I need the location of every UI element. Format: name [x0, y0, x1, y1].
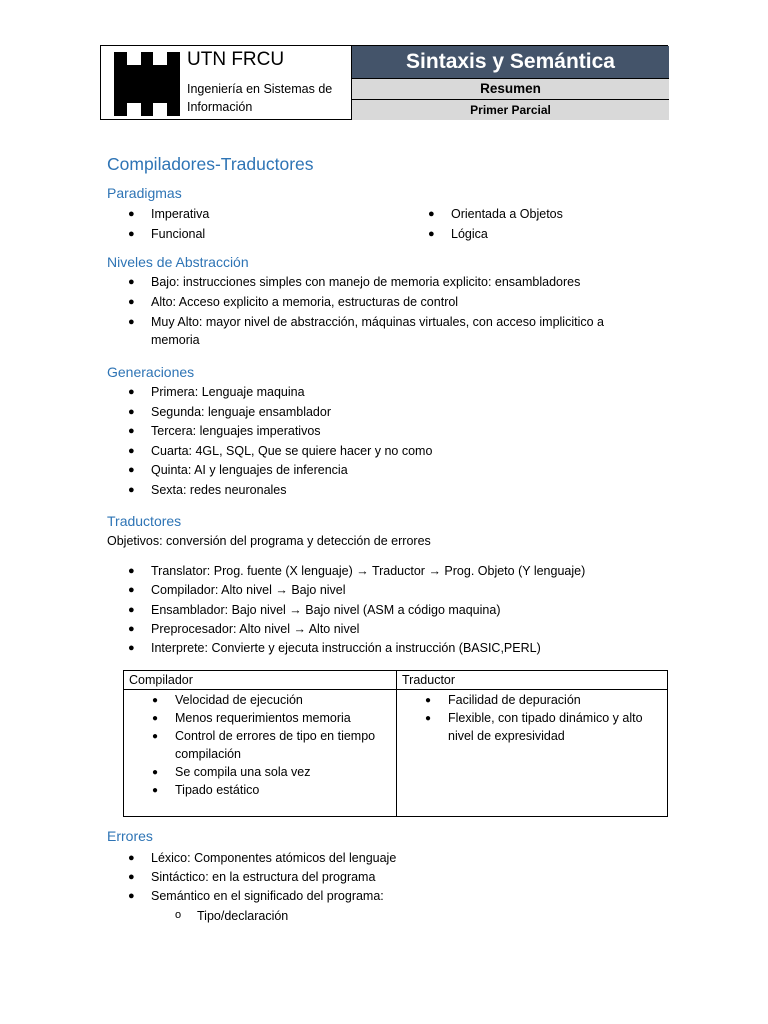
document-title: Compiladores-Traductores: [107, 154, 314, 174]
bullet-icon: ●: [152, 766, 159, 778]
bullet-icon: ●: [128, 484, 135, 496]
section-heading-niveles: Niveles de Abstracción: [107, 254, 249, 270]
list-item: Orientada a Objetos: [451, 207, 563, 221]
section-heading-errores: Errores: [107, 828, 153, 844]
list-item: Sintáctico: en la estructura del programa: [151, 870, 376, 884]
bullet-icon: ●: [128, 565, 135, 577]
bullet-icon: ●: [428, 208, 435, 220]
bullet-icon: ●: [128, 464, 135, 476]
bullet-icon: ●: [128, 604, 135, 616]
list-item: Tercera: lenguajes imperativos: [151, 424, 321, 438]
bullet-icon: ●: [425, 695, 432, 706]
bullet-icon: ●: [128, 386, 135, 398]
objetivos-text: Objetivos: conversión del programa y detección de errores: [107, 534, 431, 548]
bullet-icon: ●: [128, 623, 135, 635]
bullet-icon: ●: [152, 784, 159, 796]
sub-list-item: Tipo/declaración: [197, 909, 289, 923]
list-item: Alto: Acceso explicito a memoria, estructuras de control: [151, 295, 459, 309]
comparison-table: [123, 670, 668, 817]
list-item: Quinta: AI y lenguajes de inferencia: [151, 463, 348, 477]
section-heading-paradigmas: Paradigmas: [107, 185, 182, 201]
table-header-traductor: Traductor: [397, 671, 668, 690]
bullet-icon: ●: [128, 584, 135, 596]
table-list-item: [124, 782, 396, 800]
table-list-item: [124, 728, 396, 763]
bullet-icon: ●: [152, 713, 159, 724]
list-item: Compilador: Alto nivel → Bajo nivel: [151, 583, 346, 597]
list-item: Ensamblador: Bajo nivel → Bajo nivel (ASM a código maquina): [151, 603, 501, 617]
table-item-text: Menos requerimientos memoria: [175, 711, 351, 725]
table-cell-traductor: [397, 690, 668, 817]
table-list-item: [124, 710, 396, 728]
list-item: Translator: Prog. fuente (X lenguaje) → Traductor → Prog. Objeto (Y lenguaje): [151, 564, 586, 578]
institution-name: UTN FRCU: [187, 49, 285, 70]
table-list-item: [397, 692, 667, 710]
list-item: Funcional: [151, 227, 206, 241]
list-item: Lógica: [451, 227, 488, 241]
bullet-icon: ●: [128, 425, 135, 437]
bullet-icon: ●: [128, 228, 135, 240]
list-item: Léxico: Componentes atómicos del lenguaje: [151, 851, 397, 865]
list-item: Imperativa: [151, 207, 210, 221]
bullet-icon: ●: [128, 406, 135, 418]
exam-label: Primer Parcial: [352, 100, 669, 120]
section-heading-generaciones: Generaciones: [107, 364, 195, 380]
table-cell-compilador: [124, 690, 397, 817]
bullet-icon: ●: [152, 695, 159, 706]
header-right-block: [351, 46, 669, 120]
list-item: Sexta: redes neuronales: [151, 483, 287, 497]
department-name: Ingeniería en Sistemas de Información: [187, 82, 333, 114]
bullet-icon: ●: [128, 852, 135, 864]
sub-bullet-icon: o: [175, 909, 182, 921]
table-list-item: [124, 764, 396, 782]
list-item: Bajo: instrucciones simples con manejo de memoria explicito: ensambladores: [151, 275, 581, 289]
table-item-text: Facilidad de depuración: [448, 693, 581, 707]
list-item: Semántico en el significado del programa:: [151, 889, 384, 903]
list-item: Cuarta: 4GL, SQL, Que se quiere hacer y no como: [151, 444, 433, 458]
bullet-icon: ●: [128, 208, 135, 220]
table-item-text: Flexible, con tipado dinámico y alto nivel de expresividad: [448, 711, 643, 743]
list-item: Segunda: lenguaje ensamblador: [151, 405, 331, 419]
bullet-icon: ●: [425, 713, 432, 724]
table-item-text: Velocidad de ejecución: [175, 693, 303, 707]
list-item: Preprocesador: Alto nivel → Alto nivel: [151, 622, 360, 636]
document-header: [100, 45, 668, 120]
table-list-item: [124, 692, 396, 710]
table-item-text: Tipado estático: [175, 782, 260, 797]
bullet-icon: ●: [128, 296, 135, 308]
list-item: Muy Alto: mayor nivel de abstracción, máquinas virtuales, con acceso implicitico a: [151, 315, 604, 329]
bullet-icon: ●: [128, 276, 135, 288]
table-list-item: [397, 710, 667, 745]
table-item-text: Control de errores de tipo en tiempo compilación: [175, 729, 376, 761]
section-heading-traductores: Traductores: [107, 513, 182, 529]
bullet-icon: ●: [152, 731, 159, 742]
utn-logo-icon: [114, 52, 180, 116]
bullet-icon: ●: [428, 228, 435, 240]
list-item: Interprete: Convierte y ejecuta instrucción a instrucción (BASIC,PERL): [151, 641, 541, 655]
doc-type-label: Resumen: [352, 79, 669, 100]
table-header-compilador: Compilador: [124, 671, 397, 690]
table-item-text: Se compila una sola vez: [175, 764, 311, 779]
bullet-icon: ●: [128, 445, 135, 457]
bullet-icon: ●: [128, 871, 135, 883]
subject-title: Sintaxis y Semántica: [352, 46, 669, 79]
bullet-icon: ●: [128, 316, 135, 328]
list-item: Primera: Lenguaje maquina: [151, 385, 305, 399]
bullet-icon: ●: [128, 642, 135, 654]
list-item-continuation: memoria: [151, 333, 200, 347]
bullet-icon: ●: [128, 890, 135, 902]
